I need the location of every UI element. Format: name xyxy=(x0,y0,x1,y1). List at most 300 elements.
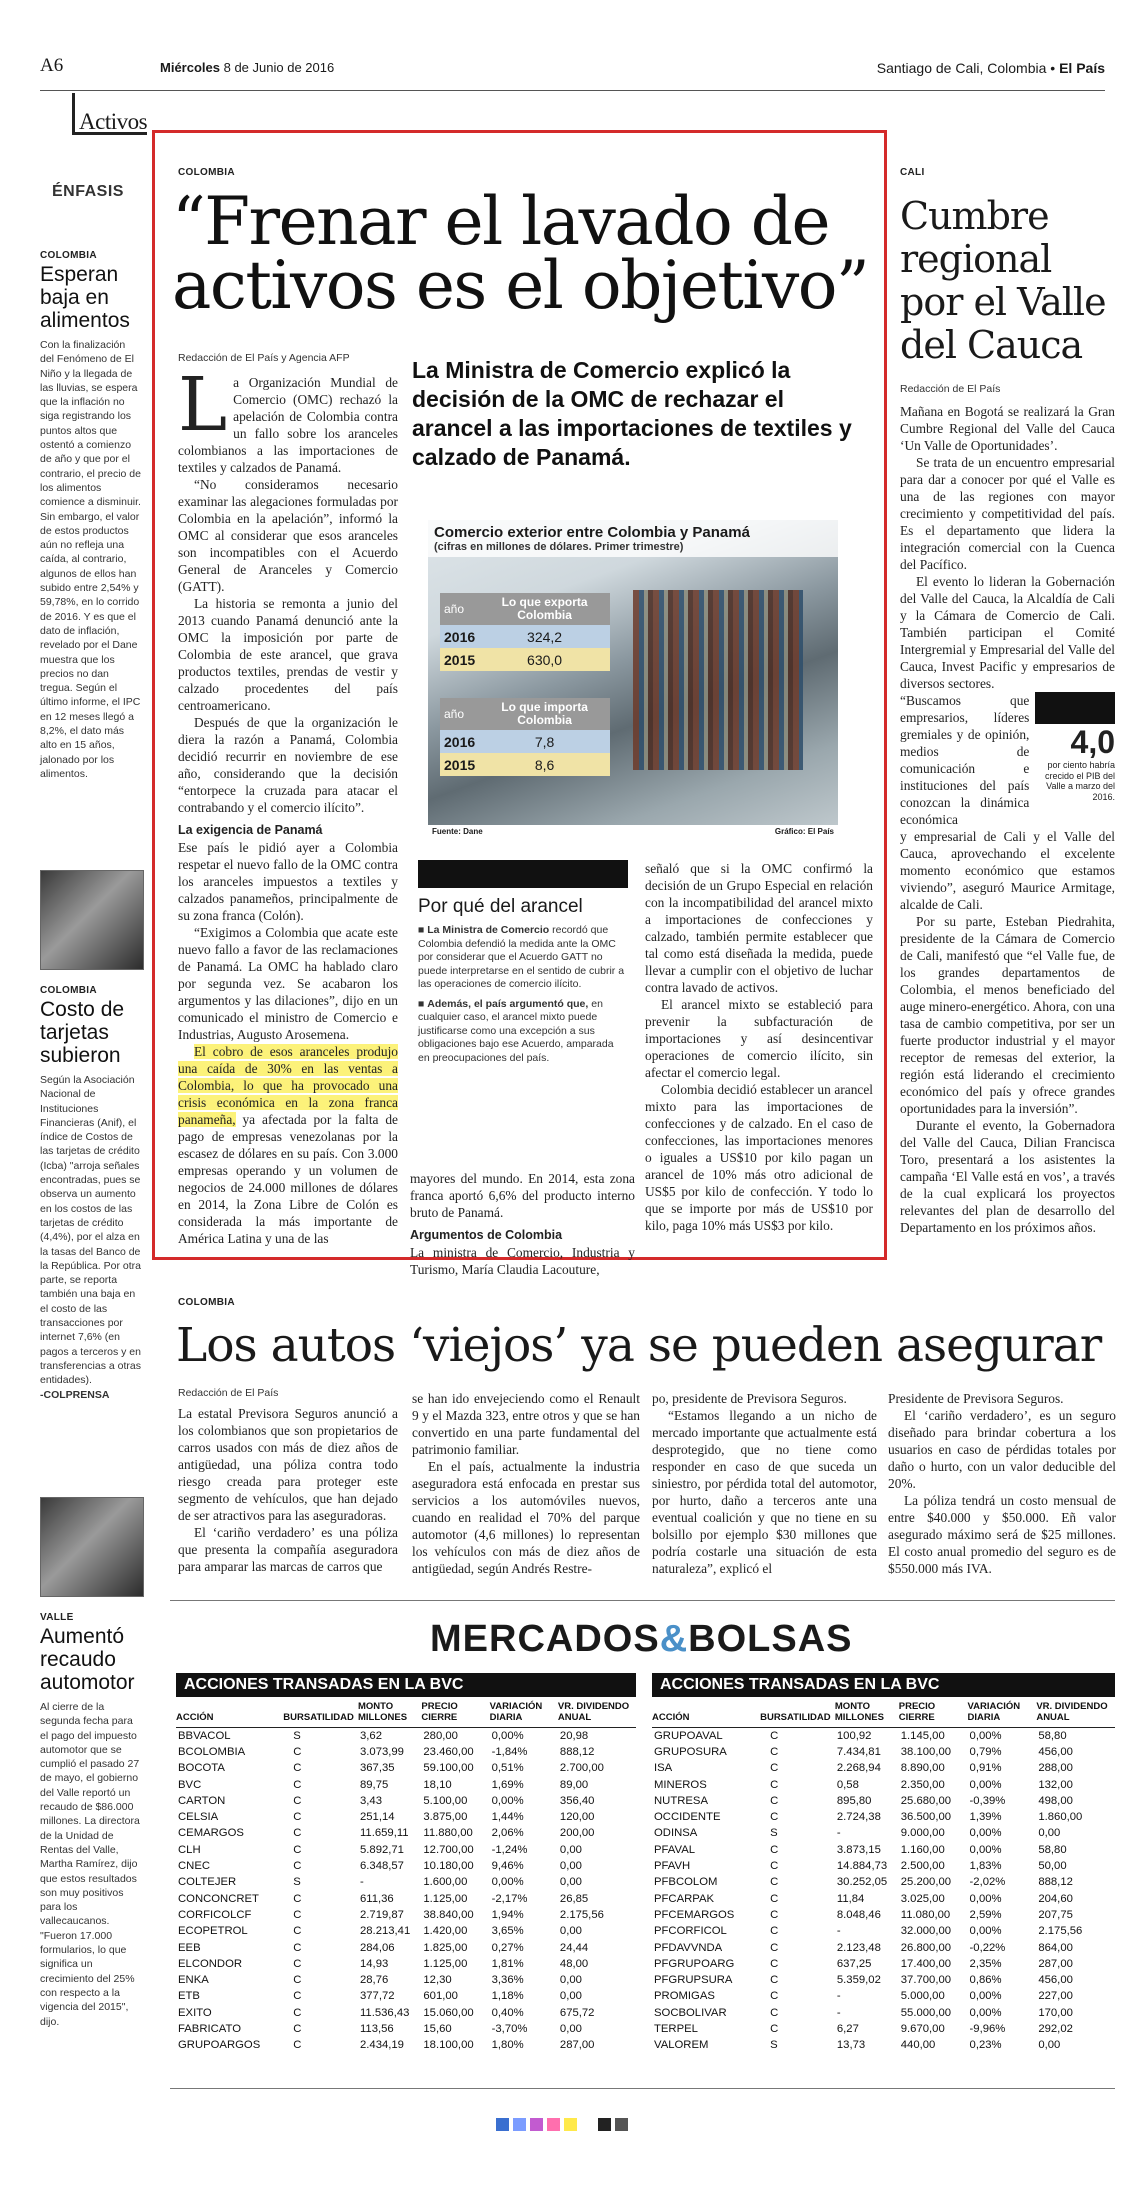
sidebar-brief-vehicle-tax: VALLE Aumentó recaudo automotor Al cierre de la segunda fecha para el pago del impuesto automotor que se cumplió el pasado 27 de mayo, el gobierno del Valle reportó un recaudo de $86.000 millones. La directora de la Unidad de Rentas del Valle, Martha Ramírez, dijo que estos resultados son muy positivos para los vallecaucanos. "Fueron 17.000 formularios, lo que significa un crecimiento del 25% con respecto a la vigencia del 2015", dijo. xyxy=(40,1612,140,2028)
stock-row xyxy=(176,1858,636,1874)
stock-cell: -1,24% xyxy=(491,1843,528,1856)
column-header: VR. DIVIDENDO ANUAL xyxy=(1036,1701,1115,1728)
stock-cell: 207,75 xyxy=(1038,1908,1073,1921)
stock-cell: BVC xyxy=(178,1778,202,1791)
stock-cell: 13,73 xyxy=(836,2039,866,2052)
column-header: MONTO MILLONES xyxy=(358,1701,421,1728)
stock-cell: 2.434,19 xyxy=(359,2039,404,2052)
stock-cell: S xyxy=(293,1729,301,1742)
stock-cell: C xyxy=(770,1908,779,1921)
stock-cell: 0,00 xyxy=(559,1925,582,1938)
stock-row xyxy=(176,1744,636,1760)
stock-cell: 48,00 xyxy=(559,1957,589,1970)
credit-cards-photo xyxy=(40,870,144,970)
stock-cell: 456,00 xyxy=(1038,1974,1073,1987)
stock-cell: 200,00 xyxy=(559,1827,595,1840)
stock-row xyxy=(176,1825,636,1841)
stock-cell: 0,00 xyxy=(559,1990,582,2003)
stock-cell: 30.252,05 xyxy=(836,1876,888,1889)
stock-cell: 2.724,38 xyxy=(836,1811,881,1824)
stock-cell: 356,40 xyxy=(559,1794,595,1807)
chart-subtitle: (cifras en millones de dólares. Primer trimestre) xyxy=(434,541,684,553)
stock-cell: 0,00% xyxy=(969,1778,1002,1791)
stock-row xyxy=(652,1939,1115,1955)
stock-cell: C xyxy=(770,1745,779,1758)
stock-cell: 1,18% xyxy=(491,1990,524,2003)
stock-cell: ENKA xyxy=(178,1974,209,1987)
stock-cell: S xyxy=(293,1876,301,1889)
stock-cell: 10.180,00 xyxy=(423,1860,474,1873)
stock-cell: 26.800,00 xyxy=(900,1941,952,1954)
stock-cell: C xyxy=(293,1794,302,1807)
stock-cell: 601,00 xyxy=(423,1990,458,2003)
stock-cell: 12.700,00 xyxy=(423,1843,474,1856)
stock-cell: 0,00 xyxy=(1038,1827,1061,1840)
stock-cell: 0,00% xyxy=(491,1729,524,1742)
stock-cell: C xyxy=(293,1811,302,1824)
stock-row xyxy=(652,1972,1115,1988)
stock-cell: 24,44 xyxy=(559,1941,589,1954)
stock-row xyxy=(176,2037,636,2053)
stock-cell: 170,00 xyxy=(1038,2006,1073,2019)
stock-cell: 0,86% xyxy=(969,1974,1002,1987)
export-year: 2016 xyxy=(444,628,476,645)
stock-cell: 2.700,00 xyxy=(559,1762,604,1775)
autos-col-2: se han ido envejeciendo como el Renault 9 y el Mazda 323, entre otros y que se han convertido en una parte fundamental del patrimonio familiar. En el país, actualmente la industria aseguradora está enfocada en prestar sus servicios a los automóviles nuevos, cuando en realidad el 70% del parque automotor (4,6 millones) lo representan los vehículos con más de diez años de antigüedad, según Andrés Restre- xyxy=(412,1391,640,1576)
stock-cell: BCOLOMBIA xyxy=(178,1745,246,1758)
stock-row xyxy=(176,1809,636,1825)
column-header: BURSATILIDAD xyxy=(283,1701,358,1728)
stock-cell: 28.213,41 xyxy=(359,1925,411,1938)
stock-cell: 58,80 xyxy=(1038,1729,1067,1742)
stock-cell: 23.460,00 xyxy=(423,1745,474,1758)
stock-cell: 888,12 xyxy=(1038,1876,1073,1889)
stock-cell: - xyxy=(836,1990,841,2003)
stock-cell: C xyxy=(770,1974,779,1987)
stock-cell: 864,00 xyxy=(1038,1941,1073,1954)
stock-cell: C xyxy=(770,2022,779,2035)
stock-cell: 0,00% xyxy=(969,1892,1002,1905)
stock-cell: ODINSA xyxy=(654,1827,698,1840)
stock-cell: 0,23% xyxy=(969,2039,1002,2052)
stock-cell: - xyxy=(836,2006,841,2019)
vehicle-tax-photo xyxy=(40,1497,144,1597)
stock-cell: 132,00 xyxy=(1038,1778,1073,1791)
stock-cell: 2,35% xyxy=(969,1957,1002,1970)
stock-row xyxy=(652,1776,1115,1792)
cali-headline: Cumbre regional por el Valle del Cauca xyxy=(900,194,1106,367)
stock-row xyxy=(652,1825,1115,1841)
stock-cell: 89,00 xyxy=(559,1778,589,1791)
stock-cell: 37.700,00 xyxy=(900,1974,952,1987)
stock-cell: EEB xyxy=(178,1941,201,1954)
stock-cell: 9.670,00 xyxy=(900,2022,945,2035)
stock-row xyxy=(176,1923,636,1939)
stock-cell: 675,72 xyxy=(559,2006,595,2019)
stock-cell: 0,00 xyxy=(559,1843,582,1856)
stock-cell: -0,22% xyxy=(969,1941,1006,1954)
stock-cell: 89,75 xyxy=(359,1778,389,1791)
stock-cell: C xyxy=(770,1876,779,1889)
stock-cell: 26,85 xyxy=(559,1892,589,1905)
stock-cell: C xyxy=(770,1990,779,2003)
stock-cell: 1.600,00 xyxy=(423,1876,468,1889)
stock-cell: TERPEL xyxy=(654,2022,698,2035)
stock-cell: C xyxy=(293,1941,302,1954)
stock-row xyxy=(176,1972,636,1988)
stock-cell: CNEC xyxy=(178,1860,211,1873)
stock-cell: 2,06% xyxy=(491,1827,524,1840)
containers xyxy=(633,590,803,770)
stock-cell: C xyxy=(293,1860,302,1873)
stock-cell: PFCARPAK xyxy=(654,1892,715,1905)
stock-cell: C xyxy=(293,1778,302,1791)
stock-cell: C xyxy=(770,1892,779,1905)
stock-cell: 1.125,00 xyxy=(423,1892,468,1905)
stock-row xyxy=(652,1809,1115,1825)
stock-cell: 3.875,00 xyxy=(423,1811,468,1824)
stock-row xyxy=(176,1874,636,1890)
stock-cell: 11.536,43 xyxy=(359,2006,410,2019)
stock-row xyxy=(652,1793,1115,1809)
chart-title: Comercio exterior entre Colombia y Panamá xyxy=(434,524,750,541)
stock-row xyxy=(652,2037,1115,2053)
stat-box xyxy=(1035,692,1115,828)
main-col-1: L a Organización Mundial de Comercio (OMC) rechazó la apelación de Colombia contra un fallo sobre los aranceles colombianos a las importaciones de textiles y calzados de Panamá. “No consideramos necesario examinar las alegaciones formuladas por Colombia en la apelación”, informó la OMC al considerar que esos aranceles son incompatibles con el Acuerdo General de Aranceles y Comercio (GATT). La historia se remonta a junio del 2013 cuando Panamá denunció ante la OMC la imposición por parte de Colombia de este arancel, que grava productos textiles, prendas de vestir y calzado procedentes del país centroamericano. Después de que la organización le diera la razón a Panamá, Colombia decidió recurrir en noviembre de ese año, considerando que la decisión “entorpece la cruzada para atacar el contrabando y el comercio ilícito”. La exigencia de Panamá Ese país le pidió ayer a Colombia respetar el nuevo fallo de la OMC contra los aranceles impuestos a textiles y calzados panameños, principalmente de su zona franca (Colón). “Exigimos a Colombia que acate este nuevo fallo a favor de las reclamaciones de Panamá. La OMC ha hablado claro por segunda vez. Se acabaron los argumentos y las dilaciones”, dijo en un comunicado el ministro de Comercio e Industrias, Augusto Arosemena. El cobro de esos aranceles produjo una caída de 30% en las ventas a Colombia, lo que ha provocado una crisis económica en la zona franca panameña, ya afectada por la falta de pago de empresas venezolanas por la escasez de dólares en su país. Con 3.000 empresas operando y un volumen de negocios de 24.000 millones de dólares en 2014, la Zona Libre de Colón es considerada la más importante de América Latina y una de las xyxy=(178,362,398,1246)
stock-cell: MINEROS xyxy=(654,1778,707,1791)
stock-cell: 3,62 xyxy=(359,1729,382,1742)
stock-row xyxy=(652,1760,1115,1776)
stock-cell: 0,51% xyxy=(491,1762,524,1775)
stock-cell: NUTRESA xyxy=(654,1794,708,1807)
stock-cell: 1.125,00 xyxy=(423,1957,468,1970)
cali-kicker: CALI xyxy=(900,167,925,178)
stock-row xyxy=(652,1923,1115,1939)
stock-cell: 9.000,00 xyxy=(900,1827,945,1840)
stock-cell: PFBCOLOM xyxy=(654,1876,718,1889)
stock-cell: 895,80 xyxy=(836,1794,872,1807)
stock-cell: 1,81% xyxy=(491,1957,524,1970)
stock-cell: C xyxy=(770,1925,779,1938)
stock-cell: 0,00 xyxy=(559,1860,582,1873)
stock-cell: GRUPOAVAL xyxy=(654,1729,723,1742)
stock-cell: 440,00 xyxy=(900,2039,936,2052)
autos-col-4: Presidente de Previsora Seguros. El ‘cariño verdadero’, es un seguro diseñado para brindar cobertura a los usuarios en caso de pérdidas totales por daño o hurto, con un valor deducible del 20%. La póliza tendrá un costo mensual de entre $40.000 y $50.000. Eñ valor asegurado máximo será de $25 millones. El costo anual promedio del seguro es de $550.000 más IVA. xyxy=(888,1391,1116,1576)
stock-cell: 0,00% xyxy=(969,1843,1002,1856)
stock-cell: S xyxy=(770,1827,778,1840)
import-value: 8,6 xyxy=(534,756,555,773)
column-header: BURSATILIDAD xyxy=(760,1701,835,1728)
stock-cell: EXITO xyxy=(178,2006,212,2019)
stock-cell: 3,43 xyxy=(359,1794,382,1807)
stock-cell: -3,70% xyxy=(491,2022,528,2035)
print-color-registration xyxy=(496,2118,632,2136)
stock-cell: 0,00% xyxy=(969,1990,1002,2003)
stock-cell: GRUPOSURA xyxy=(654,1745,727,1758)
stock-cell: 6.348,57 xyxy=(359,1860,404,1873)
stock-cell: BBVACOL xyxy=(178,1729,231,1742)
stock-cell: C xyxy=(770,1843,779,1856)
autos-col-3: po, presidente de Previsora Seguros. “Estamos llegando a un nicho de mercado importante que actualmente está desprotegido, que no tiene como responder en caso de que suceda un siniestro, por pérdida total del automotor, por hurto, daño a terceros ante una eventual coalición y que no tiene en su bolsillo por ejemplo $30 millones que podría costarle una situación de esta naturaleza”, explicó el xyxy=(652,1391,877,1576)
stock-cell: 6,27 xyxy=(836,2022,859,2035)
stock-cell: 8.890,00 xyxy=(900,1762,945,1775)
stock-cell: 251,14 xyxy=(359,1811,395,1824)
stock-cell: C xyxy=(770,1762,779,1775)
stock-cell: 17.400,00 xyxy=(900,1957,952,1970)
stat-value: 4,0 xyxy=(1070,724,1115,760)
stock-cell: BOCOTA xyxy=(178,1762,225,1775)
stock-cell: PFAVH xyxy=(654,1860,691,1873)
stock-cell: 1.145,00 xyxy=(900,1729,945,1742)
stock-cell: ISA xyxy=(654,1762,673,1775)
stock-cell: 1,44% xyxy=(491,1811,524,1824)
stock-cell: CELSIA xyxy=(178,1811,219,1824)
export-value: 630,0 xyxy=(527,651,563,668)
stock-cell: 32.000,00 xyxy=(900,1925,952,1938)
stock-cell: 2.719,87 xyxy=(359,1908,404,1921)
stock-cell: 11.880,00 xyxy=(423,1827,473,1840)
stock-row xyxy=(652,1842,1115,1858)
stock-cell: -0,39% xyxy=(969,1794,1006,1807)
stock-cell: ELCONDOR xyxy=(178,1957,243,1970)
main-subhead: La Ministra de Comercio explicó la decisión de la OMC de rechazar el arancel a las importaciones de textiles y calzado de Panamá. xyxy=(412,357,852,470)
stock-cell: C xyxy=(770,1941,779,1954)
stock-row xyxy=(176,2005,636,2021)
stock-cell: 5.000,00 xyxy=(900,1990,945,2003)
stock-cell: 3.025,00 xyxy=(900,1892,945,1905)
stock-cell: 58,80 xyxy=(1038,1843,1067,1856)
stock-cell: COLTEJER xyxy=(178,1876,237,1889)
chart-credit: Gráfico: El País xyxy=(774,827,834,836)
stock-cell: 14.884,73 xyxy=(836,1860,888,1873)
stock-cell: 1.860,00 xyxy=(1038,1811,1083,1824)
export-table: año Lo que exporta Colombia 2016 324,2 2015 630,0 xyxy=(440,593,610,671)
stock-cell: 2.350,00 xyxy=(900,1778,945,1791)
stock-cell: 11.659,11 xyxy=(359,1827,409,1840)
enfasis-label: ÉNFASIS xyxy=(52,183,124,200)
page-header xyxy=(40,55,1105,91)
stock-cell: C xyxy=(293,1745,302,1758)
stock-cell: C xyxy=(770,1811,779,1824)
stock-cell: CONCONCRET xyxy=(178,1892,259,1905)
stock-cell: 0,00 xyxy=(1038,2039,1061,2052)
column-header: PRECIO CIERRE xyxy=(899,1701,968,1728)
stock-cell: 25.680,00 xyxy=(900,1794,952,1807)
trade-chart xyxy=(428,520,838,838)
stock-cell: 1,83% xyxy=(969,1860,1002,1873)
stock-cell: ETB xyxy=(178,1990,200,2003)
stock-cell: 498,00 xyxy=(1038,1794,1073,1807)
page-location: Santiago de Cali, Colombia • El País xyxy=(876,60,1105,76)
stock-cell: 204,60 xyxy=(1038,1892,1073,1905)
import-year: 2016 xyxy=(444,733,476,750)
stock-cell: PFGRUPSURA xyxy=(654,1974,733,1987)
stock-cell: 456,00 xyxy=(1038,1745,1073,1758)
stock-cell: -2,02% xyxy=(969,1876,1006,1889)
import-year: 2015 xyxy=(444,756,476,773)
stock-cell: 20,98 xyxy=(559,1729,589,1742)
stock-cell: PFAVAL xyxy=(654,1843,696,1856)
stock-cell: 0,00 xyxy=(559,2022,582,2035)
column-header: MONTO MILLONES xyxy=(835,1701,899,1728)
highlighted-text: El cobro de esos aranceles produjo una caída de 30% en las ventas a Colombia, lo que ha provocado una crisis económica en la zona franca panameña, xyxy=(178,1044,398,1127)
stock-row xyxy=(652,1988,1115,2004)
stocks-table-right: ACCIONES TRANSADAS EN LA BVC ACCIÓN BURSATILIDAD MONTO MILLONES PRECIO CIERRE VARIACIÓN DIARIA VR. DIVIDENDO ANUAL GRUPOAVAL C 100,92 1.145,00 0,00% 58,80 GRUPOSURA C 7.434,81 38.100,00 0,79% 456,00 ISA C 2.268,94 8.890,00 0,91% 288,00 MINEROS C 0,58 2.350,00 0,00% 132,00 NUTRESA C 895,80 25.680,00 -0,39% 498,00 OCCIDENTE C 2.724,38 36.500,00 1,39% 1.860,00 ODINSA S - 9.000,00 0,00% 0,00 PFAVAL C 3.873,15 1.160,00 0,00% 58,80 PFAVH C 14.884,73 2.500,00 1,83% 50,00 PFBCOLOM C 30.252,05 25.200,00 -2,02% 888,12 PFCARPAK C 11,84 3.025,00 0,00% 204,60 PFCEMARGOS C 8.048,46 11.080,00 2,59% 207,75 PFCORFICOL C - 32.000,00 0,00% 2.175,56 PFDAVVNDA C 2.123,48 26.800,00 -0,22% 864,00 PFGRUPOARG C 637,25 17.400,00 2,35% 287,00 PFGRUPSURA C 5.359,02 37.700,00 0,86% 456,00 PROMIGAS C - 5.000,00 0,00% 227,00 SOCBOLIVAR C - 55.000,00 0,00% 170,00 TERPEL C 6,27 9.670,00 -9,96% 292,02 VALOREM S 13,73 440,00 0,23% 0,00 xyxy=(652,1673,1115,2053)
stock-cell: 0,58 xyxy=(836,1778,859,1791)
stock-cell: S xyxy=(770,2039,778,2052)
stock-cell: ECOPETROL xyxy=(178,1925,248,1938)
stock-cell: VALOREM xyxy=(654,2039,709,2052)
stock-cell: 50,00 xyxy=(1038,1860,1067,1873)
section-label: Activos xyxy=(72,93,147,135)
stock-row xyxy=(176,1842,636,1858)
stock-cell: 18,10 xyxy=(423,1778,452,1791)
stock-row xyxy=(176,1760,636,1776)
stock-cell: 25.200,00 xyxy=(900,1876,952,1889)
main-headline: “Frenar el lavado de activos es el objetivo” xyxy=(172,183,869,324)
stock-cell: PFGRUPOARG xyxy=(654,1957,735,1970)
stock-cell: 1.420,00 xyxy=(423,1925,468,1938)
stock-cell: 0,27% xyxy=(491,1941,524,1954)
stock-cell: CORFICOLCF xyxy=(178,1908,252,1921)
column-header: ACCIÓN xyxy=(176,1701,283,1728)
stock-cell: 38.840,00 xyxy=(423,1908,474,1921)
autos-byline: Redacción de El País xyxy=(178,1387,279,1399)
column-header: VARIACIÓN DIARIA xyxy=(490,1701,558,1728)
stock-row xyxy=(652,1907,1115,1923)
stock-cell: 0,00 xyxy=(559,1974,582,1987)
stock-row xyxy=(176,1988,636,2004)
stock-cell: 7.434,81 xyxy=(836,1745,881,1758)
stock-cell: PFCORFICOL xyxy=(654,1925,727,1938)
stock-row xyxy=(652,1890,1115,1906)
stock-cell: CLH xyxy=(178,1843,201,1856)
autos-kicker: COLOMBIA xyxy=(178,1297,235,1308)
stock-cell: PFDAVVNDA xyxy=(654,1941,723,1954)
stock-cell: C xyxy=(293,2022,302,2035)
stock-cell: 1,94% xyxy=(491,1908,524,1921)
stock-cell: 0,00% xyxy=(969,1827,1002,1840)
stock-cell: 59.100,00 xyxy=(423,1762,474,1775)
column-header: VARIACIÓN DIARIA xyxy=(968,1701,1037,1728)
stock-cell: C xyxy=(770,1957,779,1970)
stock-cell: 287,00 xyxy=(1038,1957,1073,1970)
stock-cell: 0,40% xyxy=(491,2006,524,2019)
stock-cell: OCCIDENTE xyxy=(654,1811,721,1824)
stock-cell: 3,65% xyxy=(491,1925,524,1938)
stock-row xyxy=(176,1728,636,1744)
stock-cell: 3.873,15 xyxy=(836,1843,881,1856)
import-table: año Lo que importa Colombia 2016 7,8 2015 8,6 xyxy=(440,698,610,776)
stock-cell: C xyxy=(293,1827,302,1840)
stock-cell: C xyxy=(293,1762,302,1775)
stock-cell: 2.123,48 xyxy=(836,1941,881,1954)
stock-cell: 2.268,94 xyxy=(836,1762,881,1775)
page-date: Miércoles 8 de Junio de 2016 xyxy=(160,60,335,75)
stock-cell: 1.825,00 xyxy=(423,1941,468,1954)
stocks-table-left: ACCIONES TRANSADAS EN LA BVC ACCIÓN BURSATILIDAD MONTO MILLONES PRECIO CIERRE VARIACIÓN DIARIA VR. DIVIDENDO ANUAL BBVACOL S 3,62 280,00 0,00% 20,98 BCOLOMBIA C 3.073,99 23.460,00 -1,84% 888,12 BOCOTA C 367,35 59.100,00 0,51% 2.700,00 BVC C 89,75 18,10 1,69% 89,00 CARTON C 3,43 5.100,00 0,00% 356,40 CELSIA C 251,14 3.875,00 1,44% 120,00 CEMARGOS C 11.659,11 11.880,00 2,06% 200,00 CLH C 5.892,71 12.700,00 -1,24% 0,00 CNEC C 6.348,57 10.180,00 9,46% 0,00 COLTEJER S - 1.600,00 0,00% 0,00 CONCONCRET C 611,36 1.125,00 -2,17% 26,85 CORFICOLCF C 2.719,87 38.840,00 1,94% 2.175,56 ECOPETROL C 28.213,41 1.420,00 3,65% 0,00 EEB C 284,06 1.825,00 0,27% 24,44 ELCONDOR C 14,93 1.125,00 1,81% 48,00 ENKA C 28,76 12,30 3,36% 0,00 ETB C 377,72 601,00 1,18% 0,00 EXITO C 11.536,43 15.060,00 0,40% 675,72 FABRICATO C 113,56 15,60 -3,70% 0,00 GRUPOARGOS C 2.434,19 18.100,00 1,80% 287,00 xyxy=(176,1673,636,2053)
stock-cell: C xyxy=(770,1729,779,1742)
stock-cell: 287,00 xyxy=(559,2039,595,2052)
drop-cap: L xyxy=(178,362,228,448)
cali-body: Mañana en Bogotá se realizará la Gran Cumbre Regional del Valle del Cauca ‘Un Valle de Oportunidades’. Se trata de un encuentro empresarial para dar a conocer por qué el Valle es una de las regiones con mayor crecimiento y competitividad del país. Es el departamento que lidera la integración comercial con la Cuenca del Pacífico. El evento lo lideran la Gobernación del Valle del Cauca, la Alcaldía de Cali y la Cámara de Comercio de Cali. También participan el Comité Intergremial y Empresarial del Valle del Cauca, Invest Pacific y empresarios de diversos sectores. “Buscamos que empresarios, líderes gremiales y de opinión, medios de comunicación e instituciones del país conozcan la dinámica económica 4,0 por ciento habría crecido el PIB del Valle a marzo del 2016. y empresarial de Cali y el Valle del Cauca, aprovechando el excelente momento económico que estamos viviendo”, aseguró Maurice Armitage, alcalde de Cali. Por su parte, Esteban Piedrahita, presidente de la Cámara de Comercio de Cali, manifestó que “el Valle fue, de los grandes departamentos de Colombia, el menos beneficiado del auge minero-energético. Ahora, con una tasa de cambio competitiva, por ser un fuerte productor industrial y el mayor receptor de remesas del exterior, la región está liderando el crecimiento económico del país y ofrece grandes oportunidades para la inversión”. Durante el evento, la Gobernadora del Valle del Cauca, Dilian Francisca Toro, presentará a los asistentes la campaña ‘El Valle está en vos’, a través de la cual explicará los proyectos relevantes del plan de desarrollo del Departamento en los próximos años. xyxy=(900,404,1115,1235)
stock-cell: 0,79% xyxy=(969,1745,1002,1758)
stock-row xyxy=(652,1744,1115,1760)
stock-cell: 1,69% xyxy=(491,1778,524,1791)
stock-cell: 377,72 xyxy=(359,1990,395,2003)
stock-cell: C xyxy=(293,2006,302,2019)
export-year: 2015 xyxy=(444,651,476,668)
stock-cell: 292,02 xyxy=(1038,2022,1073,2035)
stock-cell: 0,00% xyxy=(491,1876,524,1889)
stock-cell: 2.175,56 xyxy=(559,1908,604,1921)
stock-cell: C xyxy=(293,1974,302,1987)
stock-cell: 8.048,46 xyxy=(836,1908,881,1921)
stock-cell: 0,91% xyxy=(969,1762,1002,1775)
sidebar-brief-cards: COLOMBIA Costo de tarjetas subieron Según la Asociación Nacional de Instituciones Financieras (Anif), el índice de Costos de las tarjetas de crédito (Icba) "arroja señales encontradas, pues se observa un aumento en los costos de las tarjetas de crédito (4,4%), por el alza en la tasas del Banco de la República. Por otra parte, se reporta también una baja en el costo de las transacciones por internet 7,6% (en pagos a terceros y en transferencias a otras entidades). -COLPRENSA xyxy=(40,985,141,1401)
stock-row xyxy=(176,1890,636,1906)
stock-cell: 5.892,71 xyxy=(359,1843,404,1856)
stock-cell: PFCEMARGOS xyxy=(654,1908,735,1921)
stock-cell: 3,36% xyxy=(491,1974,524,1987)
stock-cell: 5.359,02 xyxy=(836,1974,881,1987)
stock-cell: C xyxy=(770,1778,779,1791)
autos-col-1: La estatal Previsora Seguros anunció a los colombianos que son propietarios de carros usados con más de diez años de antigüedad, una póliza contra todo riesgo creada para proteger este segmento de vehículos, que han dejado de ser atractivos para las aseguradoras. El ‘cariño verdadero’ es una póliza que presenta la compañía aseguradora para amparar las marcas de carros que xyxy=(178,1406,398,1574)
stock-row xyxy=(176,1907,636,1923)
stock-cell: C xyxy=(293,1990,302,2003)
export-value: 324,2 xyxy=(527,628,563,645)
main-col-2: mayores del mundo. En 2014, esta zona franca aportó 6,6% del producto interno bruto de Panamá. Argumentos de Colombia La ministra de Comercio, Industria y Turismo, María Claudia Lacouture, xyxy=(410,1171,635,1277)
stock-cell: C xyxy=(293,1892,302,1905)
stock-cell: C xyxy=(770,1860,779,1873)
stock-cell: -2,17% xyxy=(491,1892,528,1905)
stock-cell: 1,80% xyxy=(491,2039,524,2052)
stock-cell: CEMARGOS xyxy=(178,1827,244,1840)
stock-row xyxy=(652,1874,1115,1890)
stock-cell: PROMIGAS xyxy=(654,1990,715,2003)
stock-cell: C xyxy=(293,2039,302,2052)
stock-cell: C xyxy=(293,1908,302,1921)
stock-cell: 2.500,00 xyxy=(900,1860,945,1873)
stock-cell: C xyxy=(293,1925,302,1938)
stock-cell: 3.073,99 xyxy=(359,1745,404,1758)
stock-cell: C xyxy=(293,1957,302,1970)
stock-row xyxy=(652,1956,1115,1972)
stock-cell: 2.175,56 xyxy=(1038,1925,1083,1938)
stock-cell: 12,30 xyxy=(423,1974,452,1987)
column-header: PRECIO CIERRE xyxy=(421,1701,489,1728)
stock-cell: - xyxy=(836,1925,841,1938)
stock-cell: C xyxy=(770,2006,779,2019)
stock-cell: 0,00% xyxy=(969,1925,1002,1938)
stock-row xyxy=(652,2021,1115,2037)
stock-cell: 0,00% xyxy=(491,1794,524,1807)
box-title: Por qué del arancel xyxy=(418,896,583,917)
stock-row xyxy=(176,1939,636,1955)
stock-cell: FABRICATO xyxy=(178,2022,241,2035)
stock-row xyxy=(176,1793,636,1809)
stock-cell: 100,92 xyxy=(836,1729,872,1742)
chart-source: Fuente: Dane xyxy=(432,827,483,836)
stock-cell: 1.160,00 xyxy=(900,1843,945,1856)
stock-row xyxy=(652,2005,1115,2021)
stock-cell: SOCBOLIVAR xyxy=(654,2006,727,2019)
stock-cell: 5.100,00 xyxy=(423,1794,468,1807)
stock-cell: 280,00 xyxy=(423,1729,458,1742)
stock-cell: 14,93 xyxy=(359,1957,389,1970)
stock-cell: 28,76 xyxy=(359,1974,389,1987)
column-header: ACCIÓN xyxy=(652,1701,760,1728)
